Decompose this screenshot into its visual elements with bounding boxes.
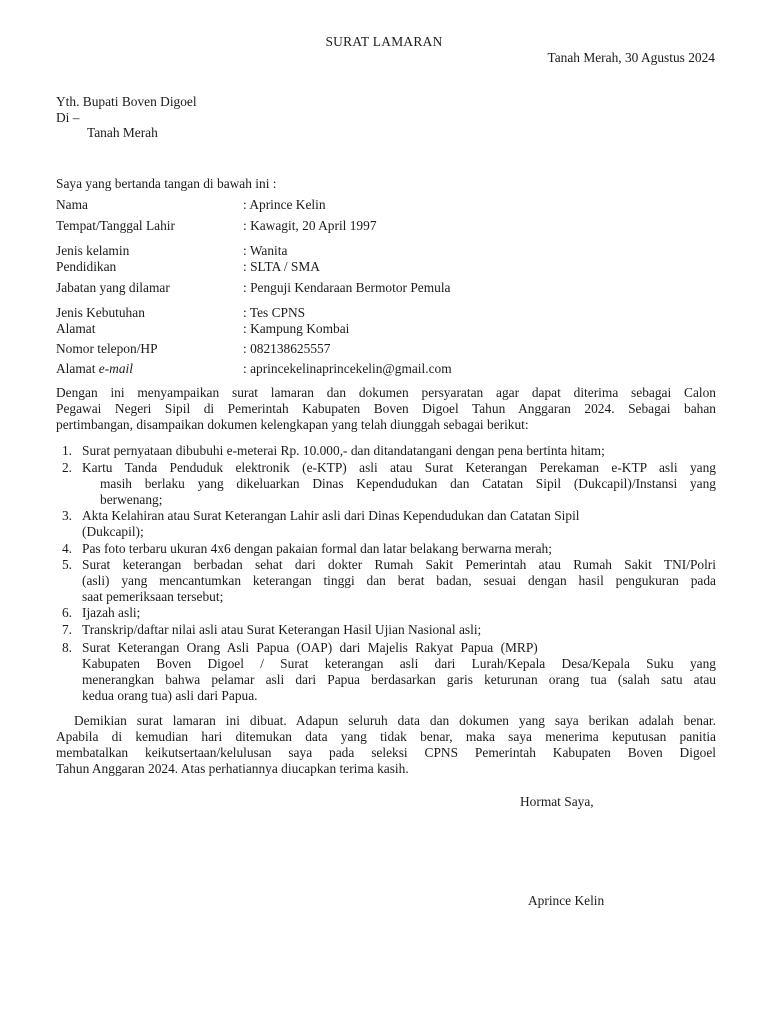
field-value-education: : SLTA / SMA (243, 259, 320, 274)
field-value-email: : aprincekelinaprincekelin@gmail.com (243, 361, 452, 376)
field-value-need-type: : Tes CPNS (243, 305, 306, 320)
paragraph-intro (56, 385, 716, 433)
field-label-email-prefix: Alamat (56, 361, 99, 376)
list-item (82, 460, 716, 508)
field-label-address: Alamat (56, 321, 96, 336)
list-item (82, 557, 716, 605)
paragraph-intro-line: pertimbangan, disampaikan dokumen kelengkapan yang telah diunggah sebagai berikut: (56, 417, 529, 432)
field-label-gender: Jenis kelamin (56, 243, 130, 258)
field-value-address: : Kampung Kombai (243, 321, 350, 336)
list-item (82, 622, 716, 638)
recipient-line-1: Yth. Bupati Boven Digoel (56, 94, 197, 109)
list-number: 4. (61, 541, 72, 556)
paragraph-closing-line: membatalkan keikutsertaan/kelulusan saya pada seleksi CPNS Pemerintah Kabupaten Boven Digoel (56, 745, 716, 760)
list-item-line: (Dukcapil); (82, 524, 144, 539)
list-item-line: Surat pernyataan dibubuhi e-meterai Rp. 10.000,- dan ditandatangani dengan pena bertinta hitam; (82, 443, 605, 458)
list-item (82, 541, 716, 557)
list-number: 8. (61, 640, 72, 655)
field-value-gender: : Wanita (243, 243, 288, 258)
field-value-name: : Aprince Kelin (243, 197, 326, 212)
list-number: 1. (61, 443, 72, 458)
list-item-line: Akta Kelahiran atau Surat Keterangan Lahir asli dari Dinas Kependudukan dan Catatan Sipil (82, 508, 580, 523)
list-item-line: Surat keterangan berbadan sehat dari dokter Rumah Sakit Pemerintah atau Rumah Sakit TNI/Polri (82, 557, 716, 572)
field-label-name: Nama (56, 197, 88, 212)
list-item-line: Transkrip/daftar nilai asli atau Surat Keterangan Hasil Ujian Nasional asli; (82, 622, 482, 637)
list-number: 5. (61, 557, 72, 572)
list-item (82, 508, 716, 540)
list-item (82, 605, 716, 621)
list-item-line: Pas foto terbaru ukuran 4x6 dengan pakaian formal dan latar belakang berwarna merah; (82, 541, 552, 556)
field-label-birth: Tempat/Tanggal Lahir (56, 218, 175, 233)
list-number: 6. (61, 605, 72, 620)
list-number: 2. (61, 460, 72, 475)
recipient-line-3: Tanah Merah (87, 125, 158, 140)
list-item-line: Kabupaten Boven Digoel / Surat keterangan asli dari Lurah/Kepala Desa/Kepala Suku yang (82, 656, 716, 671)
field-label-phone: Nomor telepon/HP (56, 341, 158, 356)
paragraph-closing-line: Apabila di kemudian hari ditemukan data yang tidak benar, maka saya menerima keputusan panitia (56, 729, 716, 744)
letter-title: SURAT LAMARAN (325, 34, 443, 49)
paragraph-closing (56, 713, 716, 777)
closing-salutation: Hormat Saya, (520, 794, 594, 809)
list-item-line: menerangkan bahwa pelamar asli dari Papua berdasarkan garis keturunan orang tua (salah satu atau (82, 672, 716, 687)
list-item-line: masih berlaku yang dikeluarkan Dinas Kependudukan dan Catatan Sipil (Dukcapil)/Instansi yang (100, 476, 716, 491)
field-label-email (56, 361, 133, 377)
list-number: 7. (61, 622, 72, 637)
intro-text: Saya yang bertanda tangan di bawah ini : (56, 176, 277, 191)
list-item-line: berwenang; (100, 492, 163, 507)
paragraph-intro-line: Pegawai Negeri Sipil di Pemerintah Kabupaten Boven Digoel Tahun Anggaran 2024. Sebagai bahan (56, 401, 716, 416)
signature-name: Aprince Kelin (528, 893, 605, 908)
list-item-line: Kartu Tanda Penduduk elektronik (e-KTP) asli atau Surat Keterangan Perekaman e-KTP asli yang (82, 460, 716, 475)
field-value-position: : Penguji Kendaraan Bermotor Pemula (243, 280, 451, 295)
place-date: Tanah Merah, 30 Agustus 2024 (547, 50, 715, 65)
field-label-position: Jabatan yang dilamar (56, 280, 170, 295)
list-item-line: saat pemeriksaan tersebut; (82, 589, 224, 604)
paragraph-intro-line: Dengan ini menyampaikan surat lamaran dan dokumen persyaratan agar dapat diterima sebagai Calon (56, 385, 716, 400)
field-value-birth: : Kawagit, 20 April 1997 (243, 218, 377, 233)
recipient-line-2: Di – (56, 110, 80, 125)
paragraph-closing-line: Demikian surat lamaran ini dibuat. Adapun seluruh data dan dokumen yang saya berikan adalah benar. (74, 713, 716, 728)
field-label-education: Pendidikan (56, 259, 117, 274)
list-item (82, 640, 716, 704)
list-number: 3. (61, 508, 72, 523)
paragraph-closing-line: Tahun Anggaran 2024. Atas perhatiannya diucapkan terima kasih. (56, 761, 409, 776)
list-item-line: Ijazah asli; (82, 605, 141, 620)
list-item-line: (asli) yang mencantumkan keterangan tinggi dan berat badan, sesuai dengan hasil pengukuran pada (82, 573, 716, 588)
list-item-line: kedua orang tua) asli dari Papua. (82, 688, 258, 703)
list-item-line: Surat Keterangan Orang Asli Papua (OAP) dari Majelis Rakyat Papua (MRP) (82, 640, 538, 655)
field-label-need-type: Jenis Kebutuhan (56, 305, 145, 320)
field-label-email-italic: e-mail (98, 361, 133, 376)
list-item (82, 443, 716, 459)
field-value-phone: : 082138625557 (243, 341, 331, 356)
